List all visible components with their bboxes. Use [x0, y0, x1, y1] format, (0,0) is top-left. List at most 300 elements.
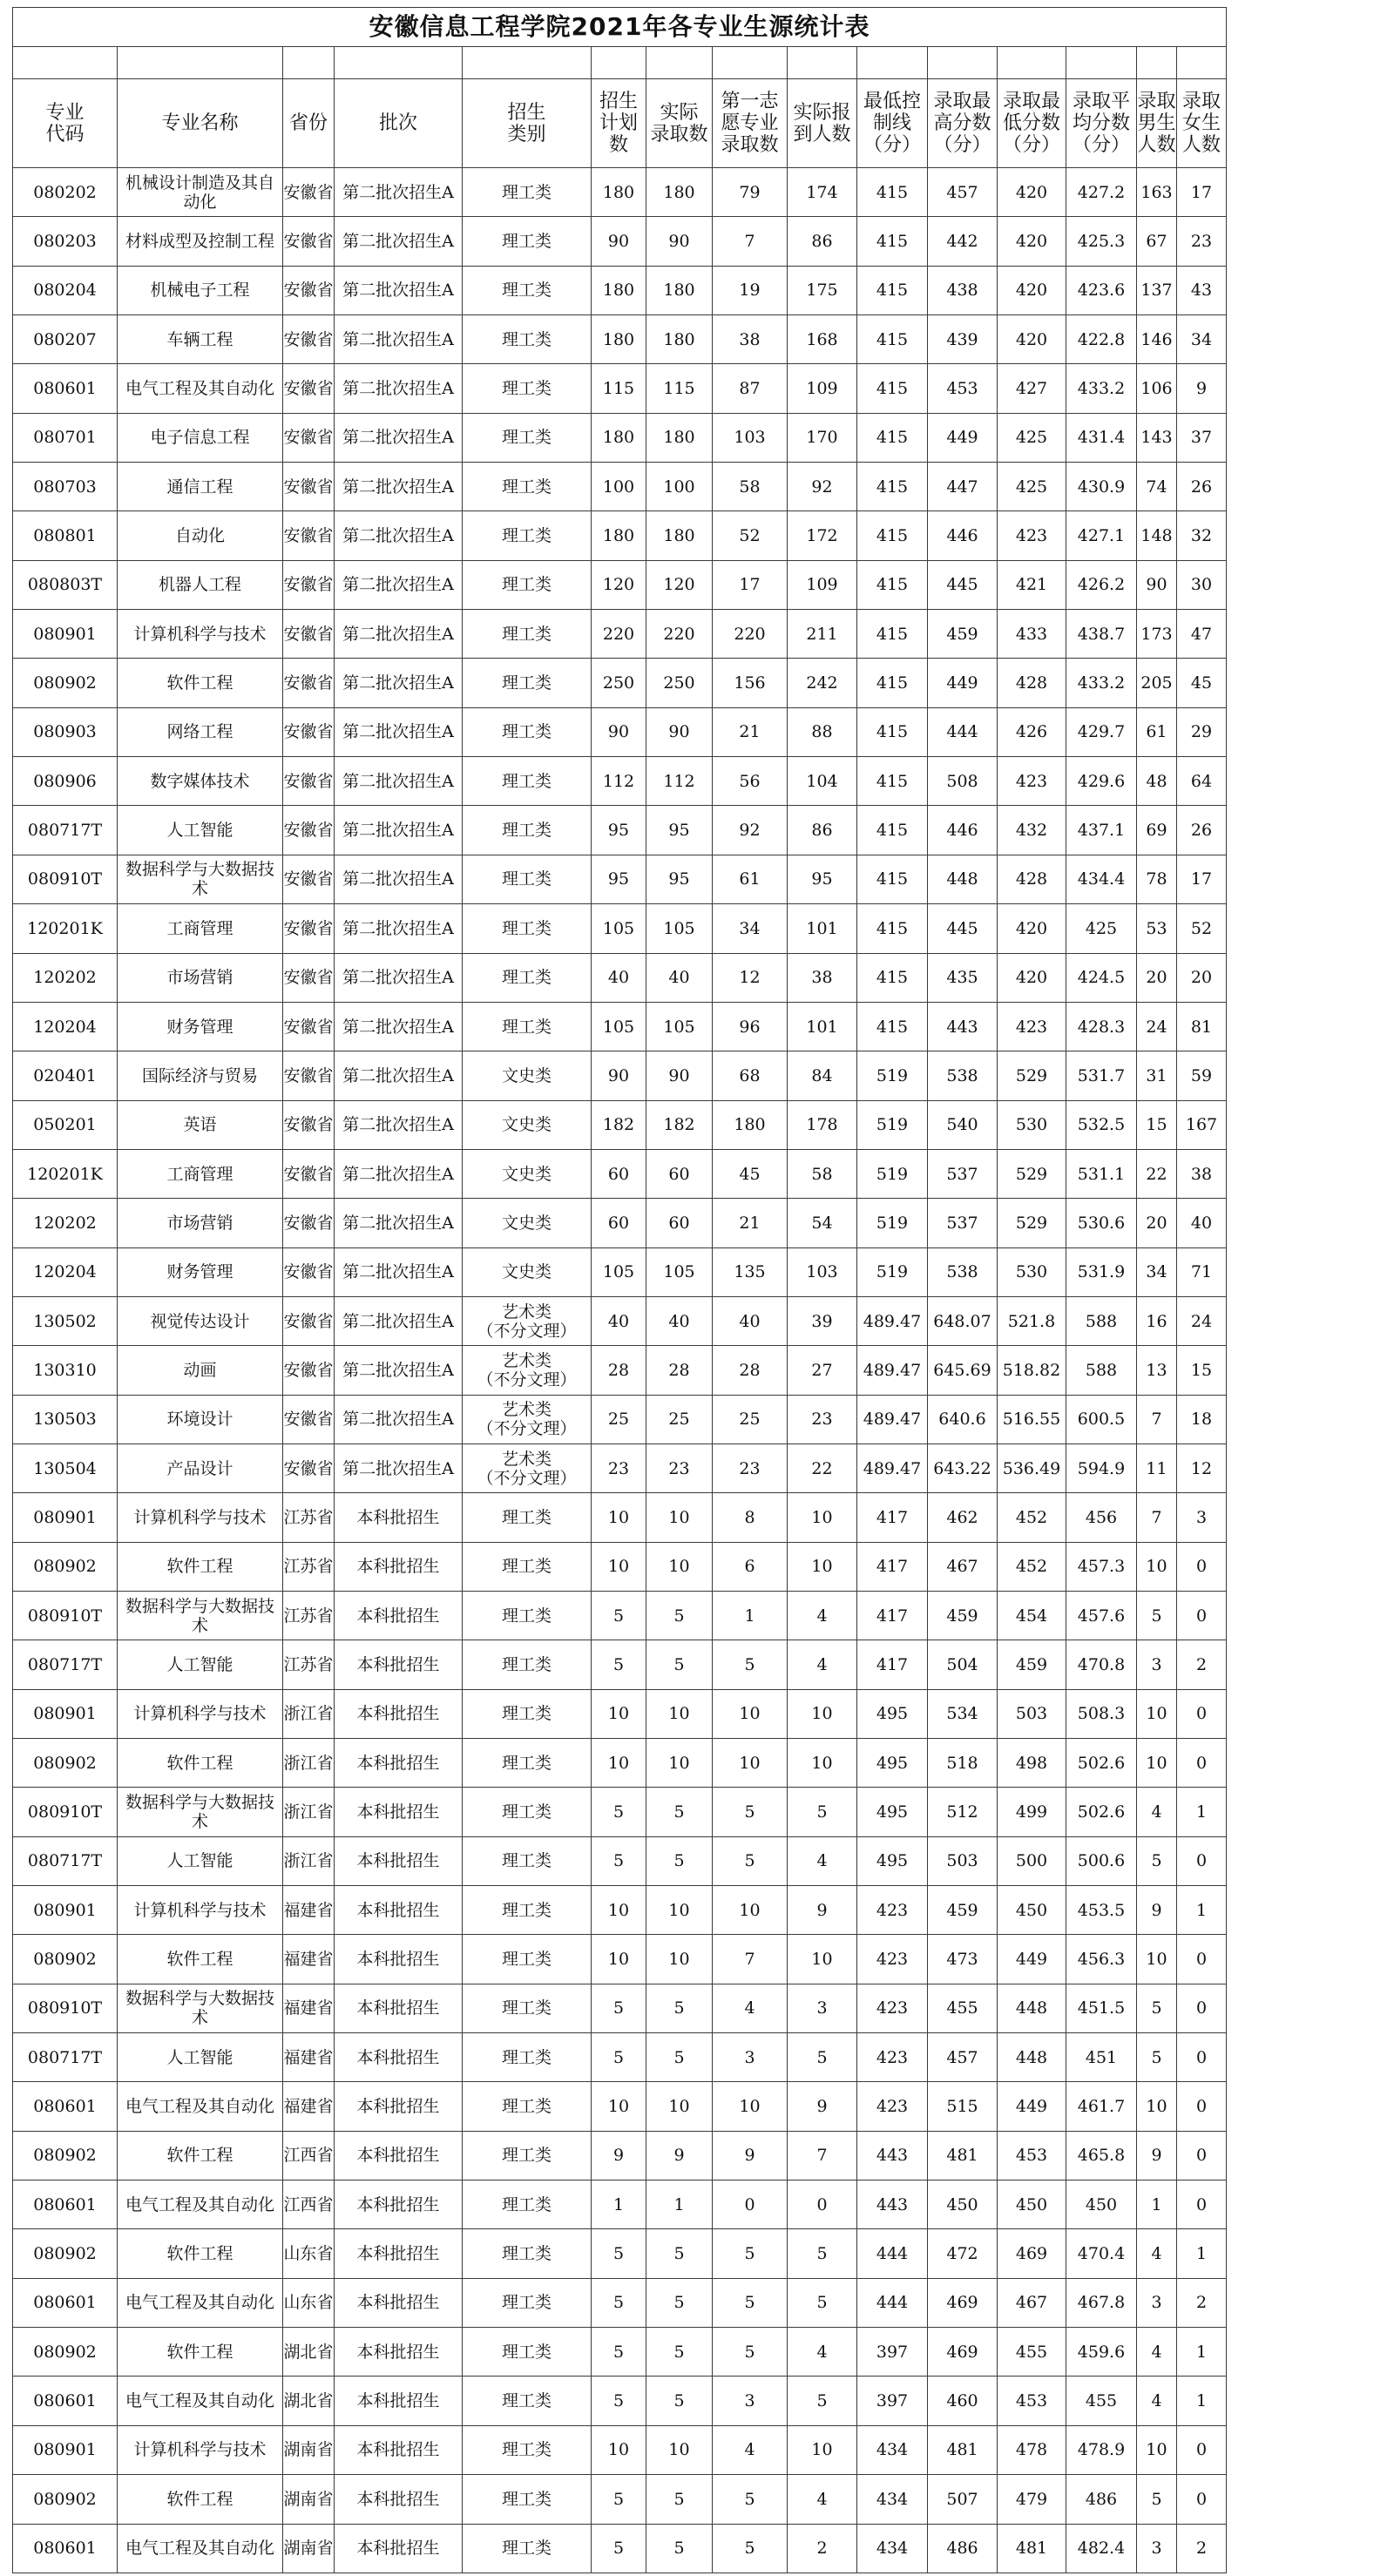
header-province[interactable]: 省份	[283, 79, 335, 168]
cell-province[interactable]: 江苏省	[283, 1493, 335, 1542]
header-major-name[interactable]: 专业名称	[118, 79, 283, 168]
cell-reported[interactable]: 86	[788, 217, 857, 266]
cell-min-score[interactable]: 450	[998, 2180, 1066, 2229]
cell-reported[interactable]: 2	[788, 2524, 857, 2573]
header-control-line[interactable]: 最低控 制线 （分）	[857, 79, 928, 168]
cell-batch[interactable]: 第二批次招生A	[335, 1296, 463, 1345]
cell-category[interactable]: 理工类	[463, 1886, 592, 1935]
cell-male[interactable]: 10	[1137, 2082, 1177, 2131]
cell-min-score[interactable]: 423	[998, 511, 1066, 560]
cell-major-code[interactable]: 080901	[13, 2425, 118, 2474]
cell-min-score[interactable]: 529	[998, 1149, 1066, 1198]
cell-min-score[interactable]: 449	[998, 1935, 1066, 1984]
cell-admitted[interactable]: 10	[646, 1886, 713, 1935]
cell-female[interactable]: 1	[1177, 2229, 1227, 2278]
cell-province[interactable]: 安徽省	[283, 560, 335, 609]
cell-avg-score[interactable]: 470.8	[1066, 1640, 1137, 1689]
cell-reported[interactable]: 86	[788, 806, 857, 855]
cell-batch[interactable]: 第二批次招生A	[335, 463, 463, 511]
cell-max-score[interactable]: 643.22	[928, 1444, 998, 1492]
cell-plan[interactable]: 180	[592, 413, 646, 462]
cell-admitted[interactable]: 115	[646, 364, 713, 413]
cell-control-line[interactable]: 495	[857, 1739, 928, 1788]
cell-category[interactable]: 文史类	[463, 1051, 592, 1100]
cell-male[interactable]: 61	[1137, 707, 1177, 756]
cell-plan[interactable]: 5	[592, 2377, 646, 2425]
cell-reported[interactable]: 103	[788, 1247, 857, 1296]
cell-male[interactable]: 5	[1137, 2475, 1177, 2524]
cell-plan[interactable]: 9	[592, 2131, 646, 2180]
cell-min-score[interactable]: 529	[998, 1051, 1066, 1100]
cell-max-score[interactable]: 447	[928, 463, 998, 511]
cell-batch[interactable]: 第二批次招生A	[335, 413, 463, 462]
cell-male[interactable]: 20	[1137, 953, 1177, 1002]
cell-avg-score[interactable]: 532.5	[1066, 1100, 1137, 1149]
cell-reported[interactable]: 23	[788, 1395, 857, 1444]
cell-min-score[interactable]: 452	[998, 1493, 1066, 1542]
cell-female[interactable]: 32	[1177, 511, 1227, 560]
blank-cell[interactable]	[1137, 47, 1177, 79]
cell-admitted[interactable]: 10	[646, 1935, 713, 1984]
cell-category[interactable]: 理工类	[463, 1591, 592, 1640]
cell-max-score[interactable]: 504	[928, 1640, 998, 1689]
cell-control-line[interactable]: 417	[857, 1542, 928, 1591]
cell-batch[interactable]: 第二批次招生A	[335, 855, 463, 903]
cell-category[interactable]: 理工类	[463, 511, 592, 560]
cell-first-choice[interactable]: 5	[713, 2229, 788, 2278]
cell-reported[interactable]: 109	[788, 364, 857, 413]
cell-reported[interactable]: 5	[788, 2229, 857, 2278]
cell-province[interactable]: 安徽省	[283, 659, 335, 707]
cell-control-line[interactable]: 415	[857, 855, 928, 903]
cell-control-line[interactable]: 495	[857, 1689, 928, 1738]
cell-province[interactable]: 安徽省	[283, 1100, 335, 1149]
cell-batch[interactable]: 第二批次招生A	[335, 1247, 463, 1296]
cell-min-score[interactable]: 516.55	[998, 1395, 1066, 1444]
cell-male[interactable]: 106	[1137, 364, 1177, 413]
blank-cell[interactable]	[1177, 47, 1227, 79]
cell-batch[interactable]: 第二批次招生A	[335, 315, 463, 364]
cell-male[interactable]: 53	[1137, 904, 1177, 953]
cell-male[interactable]: 5	[1137, 1984, 1177, 2032]
cell-min-score[interactable]: 467	[998, 2278, 1066, 2327]
cell-min-score[interactable]: 453	[998, 2131, 1066, 2180]
cell-batch[interactable]: 本科批招生	[335, 2082, 463, 2131]
cell-avg-score[interactable]: 531.9	[1066, 1247, 1137, 1296]
cell-control-line[interactable]: 443	[857, 2180, 928, 2229]
cell-control-line[interactable]: 415	[857, 168, 928, 217]
cell-control-line[interactable]: 489.47	[857, 1395, 928, 1444]
cell-category[interactable]: 艺术类 （不分文理）	[463, 1444, 592, 1492]
cell-min-score[interactable]: 503	[998, 1689, 1066, 1738]
cell-max-score[interactable]: 469	[928, 2328, 998, 2377]
cell-admitted[interactable]: 40	[646, 953, 713, 1002]
cell-category[interactable]: 理工类	[463, 560, 592, 609]
blank-cell[interactable]	[857, 47, 928, 79]
cell-plan[interactable]: 115	[592, 364, 646, 413]
blank-cell[interactable]	[1066, 47, 1137, 79]
cell-major-name[interactable]: 电气工程及其自动化	[118, 2180, 283, 2229]
cell-reported[interactable]: 5	[788, 2278, 857, 2327]
cell-major-code[interactable]: 080902	[13, 2328, 118, 2377]
cell-female[interactable]: 29	[1177, 707, 1227, 756]
cell-avg-score[interactable]: 429.7	[1066, 707, 1137, 756]
cell-control-line[interactable]: 417	[857, 1591, 928, 1640]
cell-admitted[interactable]: 180	[646, 413, 713, 462]
cell-first-choice[interactable]: 10	[713, 1689, 788, 1738]
cell-min-score[interactable]: 420	[998, 953, 1066, 1002]
cell-reported[interactable]: 5	[788, 2377, 857, 2425]
cell-male[interactable]: 20	[1137, 1199, 1177, 1247]
cell-control-line[interactable]: 423	[857, 1984, 928, 2032]
cell-control-line[interactable]: 444	[857, 2229, 928, 2278]
cell-reported[interactable]: 174	[788, 168, 857, 217]
cell-female[interactable]: 30	[1177, 560, 1227, 609]
cell-first-choice[interactable]: 4	[713, 1984, 788, 2032]
cell-max-score[interactable]: 459	[928, 610, 998, 659]
cell-major-name[interactable]: 车辆工程	[118, 315, 283, 364]
cell-category[interactable]: 理工类	[463, 463, 592, 511]
cell-female[interactable]: 0	[1177, 1739, 1227, 1788]
cell-category[interactable]: 理工类	[463, 217, 592, 266]
cell-male[interactable]: 3	[1137, 2278, 1177, 2327]
cell-first-choice[interactable]: 61	[713, 855, 788, 903]
cell-min-score[interactable]: 426	[998, 707, 1066, 756]
cell-female[interactable]: 12	[1177, 1444, 1227, 1492]
cell-category[interactable]: 理工类	[463, 1542, 592, 1591]
cell-major-name[interactable]: 机械设计制造及其自动化	[118, 168, 283, 217]
cell-max-score[interactable]: 457	[928, 168, 998, 217]
cell-plan[interactable]: 28	[592, 1346, 646, 1395]
header-admitted[interactable]: 实际 录取数	[646, 79, 713, 168]
cell-avg-score[interactable]: 465.8	[1066, 2131, 1137, 2180]
cell-major-code[interactable]: 120202	[13, 1199, 118, 1247]
cell-category[interactable]: 理工类	[463, 266, 592, 314]
cell-reported[interactable]: 170	[788, 413, 857, 462]
cell-province[interactable]: 福建省	[283, 2082, 335, 2131]
cell-province[interactable]: 江苏省	[283, 1640, 335, 1689]
cell-batch[interactable]: 第二批次招生A	[335, 560, 463, 609]
cell-avg-score[interactable]: 426.2	[1066, 560, 1137, 609]
cell-max-score[interactable]: 460	[928, 2377, 998, 2425]
cell-batch[interactable]: 第二批次招生A	[335, 511, 463, 560]
cell-avg-score[interactable]: 434.4	[1066, 855, 1137, 903]
cell-major-code[interactable]: 080203	[13, 217, 118, 266]
cell-female[interactable]: 24	[1177, 1296, 1227, 1345]
cell-avg-score[interactable]: 431.4	[1066, 413, 1137, 462]
cell-major-name[interactable]: 财务管理	[118, 1002, 283, 1051]
cell-reported[interactable]: 168	[788, 315, 857, 364]
cell-max-score[interactable]: 446	[928, 806, 998, 855]
cell-batch[interactable]: 本科批招生	[335, 1542, 463, 1591]
cell-province[interactable]: 安徽省	[283, 168, 335, 217]
cell-female[interactable]: 15	[1177, 1346, 1227, 1395]
cell-reported[interactable]: 4	[788, 1591, 857, 1640]
cell-plan[interactable]: 5	[592, 1591, 646, 1640]
cell-province[interactable]: 湖南省	[283, 2425, 335, 2474]
cell-max-score[interactable]: 446	[928, 511, 998, 560]
cell-male[interactable]: 3	[1137, 2524, 1177, 2573]
cell-admitted[interactable]: 180	[646, 266, 713, 314]
cell-male[interactable]: 67	[1137, 217, 1177, 266]
cell-province[interactable]: 安徽省	[283, 511, 335, 560]
cell-plan[interactable]: 10	[592, 2425, 646, 2474]
cell-male[interactable]: 34	[1137, 1247, 1177, 1296]
cell-female[interactable]: 2	[1177, 2278, 1227, 2327]
cell-control-line[interactable]: 415	[857, 1002, 928, 1051]
cell-max-score[interactable]: 538	[928, 1051, 998, 1100]
cell-admitted[interactable]: 90	[646, 217, 713, 266]
cell-admitted[interactable]: 10	[646, 1689, 713, 1738]
cell-reported[interactable]: 3	[788, 1984, 857, 2032]
cell-avg-score[interactable]: 437.1	[1066, 806, 1137, 855]
cell-female[interactable]: 0	[1177, 2082, 1227, 2131]
cell-province[interactable]: 安徽省	[283, 855, 335, 903]
cell-avg-score[interactable]: 451	[1066, 2033, 1137, 2082]
cell-major-name[interactable]: 财务管理	[118, 1247, 283, 1296]
cell-reported[interactable]: 22	[788, 1444, 857, 1492]
cell-avg-score[interactable]: 461.7	[1066, 2082, 1137, 2131]
cell-major-name[interactable]: 电气工程及其自动化	[118, 2082, 283, 2131]
cell-admitted[interactable]: 105	[646, 1247, 713, 1296]
cell-reported[interactable]: 5	[788, 2033, 857, 2082]
cell-max-score[interactable]: 438	[928, 266, 998, 314]
cell-batch[interactable]: 本科批招生	[335, 2475, 463, 2524]
cell-batch[interactable]: 本科批招生	[335, 1788, 463, 1836]
cell-admitted[interactable]: 40	[646, 1296, 713, 1345]
cell-max-score[interactable]: 445	[928, 904, 998, 953]
cell-batch[interactable]: 第二批次招生A	[335, 266, 463, 314]
cell-major-code[interactable]: 120201K	[13, 904, 118, 953]
cell-category[interactable]: 理工类	[463, 1493, 592, 1542]
cell-reported[interactable]: 10	[788, 1739, 857, 1788]
cell-plan[interactable]: 90	[592, 1051, 646, 1100]
cell-reported[interactable]: 84	[788, 1051, 857, 1100]
cell-min-score[interactable]: 469	[998, 2229, 1066, 2278]
cell-min-score[interactable]: 427	[998, 364, 1066, 413]
cell-min-score[interactable]: 518.82	[998, 1346, 1066, 1395]
cell-admitted[interactable]: 182	[646, 1100, 713, 1149]
cell-first-choice[interactable]: 6	[713, 1542, 788, 1591]
cell-major-code[interactable]: 080701	[13, 413, 118, 462]
cell-avg-score[interactable]: 456	[1066, 1493, 1137, 1542]
cell-first-choice[interactable]: 5	[713, 1836, 788, 1885]
cell-plan[interactable]: 5	[592, 2229, 646, 2278]
cell-major-code[interactable]: 080902	[13, 659, 118, 707]
cell-min-score[interactable]: 529	[998, 1199, 1066, 1247]
cell-major-code[interactable]: 080601	[13, 2377, 118, 2425]
cell-female[interactable]: 9	[1177, 364, 1227, 413]
cell-province[interactable]: 安徽省	[283, 904, 335, 953]
cell-province[interactable]: 安徽省	[283, 463, 335, 511]
blank-cell[interactable]	[928, 47, 998, 79]
cell-control-line[interactable]: 415	[857, 659, 928, 707]
cell-female[interactable]: 17	[1177, 168, 1227, 217]
header-min-score[interactable]: 录取最 低分数 （分）	[998, 79, 1066, 168]
cell-province[interactable]: 安徽省	[283, 707, 335, 756]
cell-province[interactable]: 江西省	[283, 2180, 335, 2229]
cell-major-name[interactable]: 机器人工程	[118, 560, 283, 609]
cell-first-choice[interactable]: 19	[713, 266, 788, 314]
cell-major-name[interactable]: 工商管理	[118, 1149, 283, 1198]
cell-province[interactable]: 安徽省	[283, 266, 335, 314]
cell-major-name[interactable]: 人工智能	[118, 1640, 283, 1689]
cell-reported[interactable]: 9	[788, 1886, 857, 1935]
cell-province[interactable]: 安徽省	[283, 953, 335, 1002]
cell-control-line[interactable]: 415	[857, 315, 928, 364]
cell-avg-score[interactable]: 422.8	[1066, 315, 1137, 364]
cell-max-score[interactable]: 442	[928, 217, 998, 266]
cell-province[interactable]: 山东省	[283, 2229, 335, 2278]
cell-category[interactable]: 理工类	[463, 2425, 592, 2474]
cell-admitted[interactable]: 100	[646, 463, 713, 511]
cell-plan[interactable]: 10	[592, 2082, 646, 2131]
cell-category[interactable]: 理工类	[463, 1788, 592, 1836]
cell-batch[interactable]: 本科批招生	[335, 2377, 463, 2425]
cell-male[interactable]: 10	[1137, 2425, 1177, 2474]
cell-major-name[interactable]: 国际经济与贸易	[118, 1051, 283, 1100]
cell-province[interactable]: 安徽省	[283, 610, 335, 659]
cell-female[interactable]: 0	[1177, 2033, 1227, 2082]
cell-province[interactable]: 福建省	[283, 2033, 335, 2082]
cell-reported[interactable]: 4	[788, 1836, 857, 1885]
cell-control-line[interactable]: 417	[857, 1640, 928, 1689]
cell-female[interactable]: 0	[1177, 2475, 1227, 2524]
cell-province[interactable]: 安徽省	[283, 1395, 335, 1444]
cell-control-line[interactable]: 519	[857, 1100, 928, 1149]
cell-male[interactable]: 10	[1137, 1542, 1177, 1591]
cell-province[interactable]: 江西省	[283, 2131, 335, 2180]
cell-female[interactable]: 2	[1177, 1640, 1227, 1689]
cell-major-code[interactable]: 080902	[13, 2229, 118, 2278]
cell-male[interactable]: 5	[1137, 2033, 1177, 2082]
cell-max-score[interactable]: 450	[928, 2180, 998, 2229]
cell-major-code[interactable]: 020401	[13, 1051, 118, 1100]
cell-max-score[interactable]: 448	[928, 855, 998, 903]
cell-reported[interactable]: 0	[788, 2180, 857, 2229]
cell-male[interactable]: 10	[1137, 1739, 1177, 1788]
cell-max-score[interactable]: 444	[928, 707, 998, 756]
cell-min-score[interactable]: 425	[998, 413, 1066, 462]
cell-female[interactable]: 0	[1177, 1984, 1227, 2032]
cell-plan[interactable]: 90	[592, 217, 646, 266]
cell-reported[interactable]: 101	[788, 1002, 857, 1051]
cell-max-score[interactable]: 435	[928, 953, 998, 1002]
cell-min-score[interactable]: 481	[998, 2524, 1066, 2573]
cell-province[interactable]: 浙江省	[283, 1788, 335, 1836]
cell-batch[interactable]: 本科批招生	[335, 2131, 463, 2180]
cell-admitted[interactable]: 60	[646, 1149, 713, 1198]
cell-male[interactable]: 143	[1137, 413, 1177, 462]
cell-max-score[interactable]: 462	[928, 1493, 998, 1542]
cell-female[interactable]: 47	[1177, 610, 1227, 659]
cell-category[interactable]: 理工类	[463, 1739, 592, 1788]
cell-major-name[interactable]: 人工智能	[118, 806, 283, 855]
cell-major-code[interactable]: 080910T	[13, 1984, 118, 2032]
cell-max-score[interactable]: 515	[928, 2082, 998, 2131]
cell-control-line[interactable]: 397	[857, 2328, 928, 2377]
header-category[interactable]: 招生 类别	[463, 79, 592, 168]
blank-cell[interactable]	[713, 47, 788, 79]
cell-male[interactable]: 4	[1137, 2328, 1177, 2377]
cell-batch[interactable]: 第二批次招生A	[335, 1051, 463, 1100]
cell-avg-score[interactable]: 453.5	[1066, 1886, 1137, 1935]
cell-avg-score[interactable]: 482.4	[1066, 2524, 1137, 2573]
cell-major-name[interactable]: 软件工程	[118, 2131, 283, 2180]
cell-batch[interactable]: 第二批次招生A	[335, 1149, 463, 1198]
cell-major-code[interactable]: 080601	[13, 364, 118, 413]
cell-major-name[interactable]: 计算机科学与技术	[118, 1886, 283, 1935]
cell-reported[interactable]: 4	[788, 2328, 857, 2377]
cell-plan[interactable]: 5	[592, 2033, 646, 2082]
cell-category[interactable]: 文史类	[463, 1247, 592, 1296]
header-batch[interactable]: 批次	[335, 79, 463, 168]
header-first-choice[interactable]: 第一志 愿专业 录取数	[713, 79, 788, 168]
cell-reported[interactable]: 4	[788, 1640, 857, 1689]
cell-control-line[interactable]: 415	[857, 266, 928, 314]
cell-admitted[interactable]: 5	[646, 2524, 713, 2573]
header-reported[interactable]: 实际报 到人数	[788, 79, 857, 168]
cell-avg-score[interactable]: 600.5	[1066, 1395, 1137, 1444]
cell-category[interactable]: 理工类	[463, 2131, 592, 2180]
cell-plan[interactable]: 23	[592, 1444, 646, 1492]
cell-admitted[interactable]: 5	[646, 2278, 713, 2327]
cell-max-score[interactable]: 443	[928, 1002, 998, 1051]
cell-first-choice[interactable]: 9	[713, 2131, 788, 2180]
cell-category[interactable]: 艺术类 （不分文理）	[463, 1296, 592, 1345]
cell-min-score[interactable]: 455	[998, 2328, 1066, 2377]
cell-reported[interactable]: 5	[788, 1788, 857, 1836]
cell-min-score[interactable]: 453	[998, 2377, 1066, 2425]
cell-avg-score[interactable]: 588	[1066, 1346, 1137, 1395]
cell-first-choice[interactable]: 28	[713, 1346, 788, 1395]
cell-plan[interactable]: 10	[592, 1542, 646, 1591]
cell-avg-score[interactable]: 451.5	[1066, 1984, 1137, 2032]
cell-min-score[interactable]: 420	[998, 315, 1066, 364]
cell-first-choice[interactable]: 68	[713, 1051, 788, 1100]
cell-max-score[interactable]: 453	[928, 364, 998, 413]
cell-min-score[interactable]: 423	[998, 1002, 1066, 1051]
cell-avg-score[interactable]: 502.6	[1066, 1788, 1137, 1836]
cell-min-score[interactable]: 499	[998, 1788, 1066, 1836]
cell-male[interactable]: 1	[1137, 2180, 1177, 2229]
cell-female[interactable]: 71	[1177, 1247, 1227, 1296]
cell-female[interactable]: 37	[1177, 413, 1227, 462]
cell-avg-score[interactable]: 455	[1066, 2377, 1137, 2425]
cell-admitted[interactable]: 10	[646, 2082, 713, 2131]
cell-control-line[interactable]: 444	[857, 2278, 928, 2327]
cell-avg-score[interactable]: 588	[1066, 1296, 1137, 1345]
cell-max-score[interactable]: 503	[928, 1836, 998, 1885]
cell-first-choice[interactable]: 7	[713, 1935, 788, 1984]
cell-max-score[interactable]: 537	[928, 1149, 998, 1198]
cell-major-name[interactable]: 市场营销	[118, 953, 283, 1002]
cell-male[interactable]: 5	[1137, 1591, 1177, 1640]
cell-major-code[interactable]: 080903	[13, 707, 118, 756]
cell-male[interactable]: 22	[1137, 1149, 1177, 1198]
cell-control-line[interactable]: 519	[857, 1149, 928, 1198]
cell-admitted[interactable]: 5	[646, 1836, 713, 1885]
cell-category[interactable]: 理工类	[463, 168, 592, 217]
cell-max-score[interactable]: 457	[928, 2033, 998, 2082]
cell-admitted[interactable]: 5	[646, 2475, 713, 2524]
cell-batch[interactable]: 第二批次招生A	[335, 1199, 463, 1247]
cell-first-choice[interactable]: 52	[713, 511, 788, 560]
cell-major-name[interactable]: 人工智能	[118, 1836, 283, 1885]
cell-admitted[interactable]: 95	[646, 855, 713, 903]
cell-first-choice[interactable]: 5	[713, 2278, 788, 2327]
cell-admitted[interactable]: 25	[646, 1395, 713, 1444]
